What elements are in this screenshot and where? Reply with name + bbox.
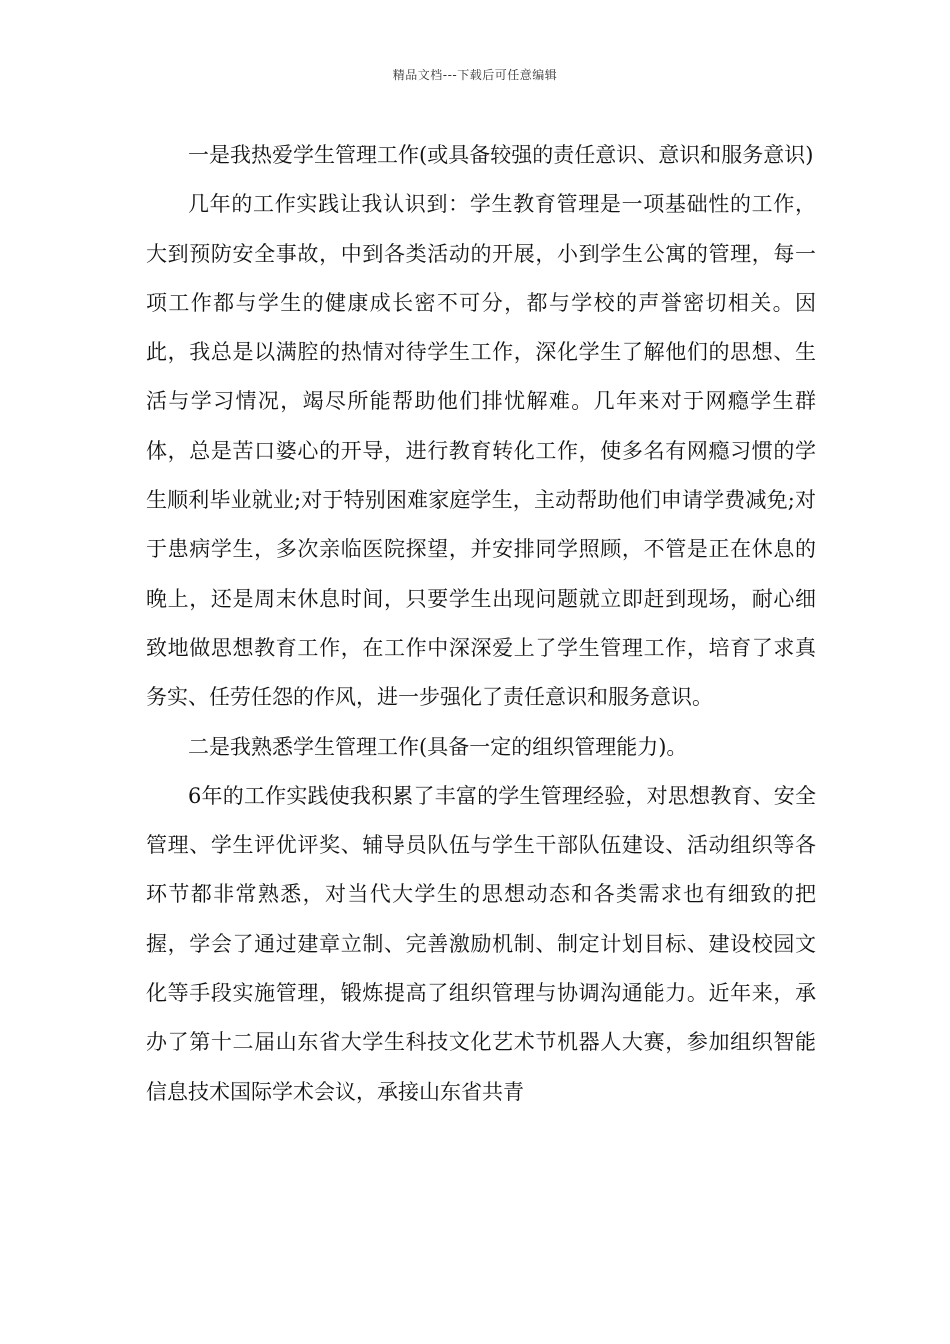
paragraph-4: 6年的工作实践使我积累了丰富的学生管理经验，对思想教育、安全管理、学生评优评奖、辅导员队伍与学生干部队伍建设、活动组织等各环节都非常熟悉，对当代大学生的思想动态和各类需求也有细致的把握，学会了通过建章立制、完善激励机制、制定计划目标、建设校园文化等手段实施管理，锻炼提高了组织管理与协调沟通能力。近年来，承办了第十二届山东省大学生科技文化艺术节机器人大赛，参加组织智能信息技术国际学术会议，承接山东省共青 xyxy=(146,783,816,1104)
paragraph-1: 一是我热爱学生管理工作(或具备较强的责任意识、意识和服务意识) xyxy=(188,143,814,167)
paragraph-3: 二是我熟悉学生管理工作(具备一定的组织管理能力)。 xyxy=(188,734,688,759)
document-body xyxy=(146,131,816,1117)
paragraph-2: 几年的工作实践让我认识到：学生教育管理是一项基础性的工作，大到预防安全事故，中到各类活动的开展，小到学生公寓的管理，每一项工作都与学生的健康成长密不可分，都与学校的声誉密切相关。因此，我总是以满腔的热情对待学生工作，深化学生了解他们的思想、生活与学习情况，竭尽所能帮助他们排忧解难。几年来对于网瘾学生群体，总是苦口婆心的开导，进行教育转化工作，使多名有网瘾习惯的学生顺利毕业就业;对于特别困难家庭学生，主动帮助他们申请学费减免;对于患病学生，多次亲临医院探望，并安排同学照顾，不管是正在休息的晚上，还是周末休息时间，只要学生出现问题就立即赶到现场，耐心细致地做思想教育工作，在工作中深深爱上了学生管理工作，培育了求真务实、任劳任怨的作风，进一步强化了责任意识和服务意识。 xyxy=(146,192,816,710)
page-header: 精品文档---下载后可任意编辑 xyxy=(392,68,558,82)
